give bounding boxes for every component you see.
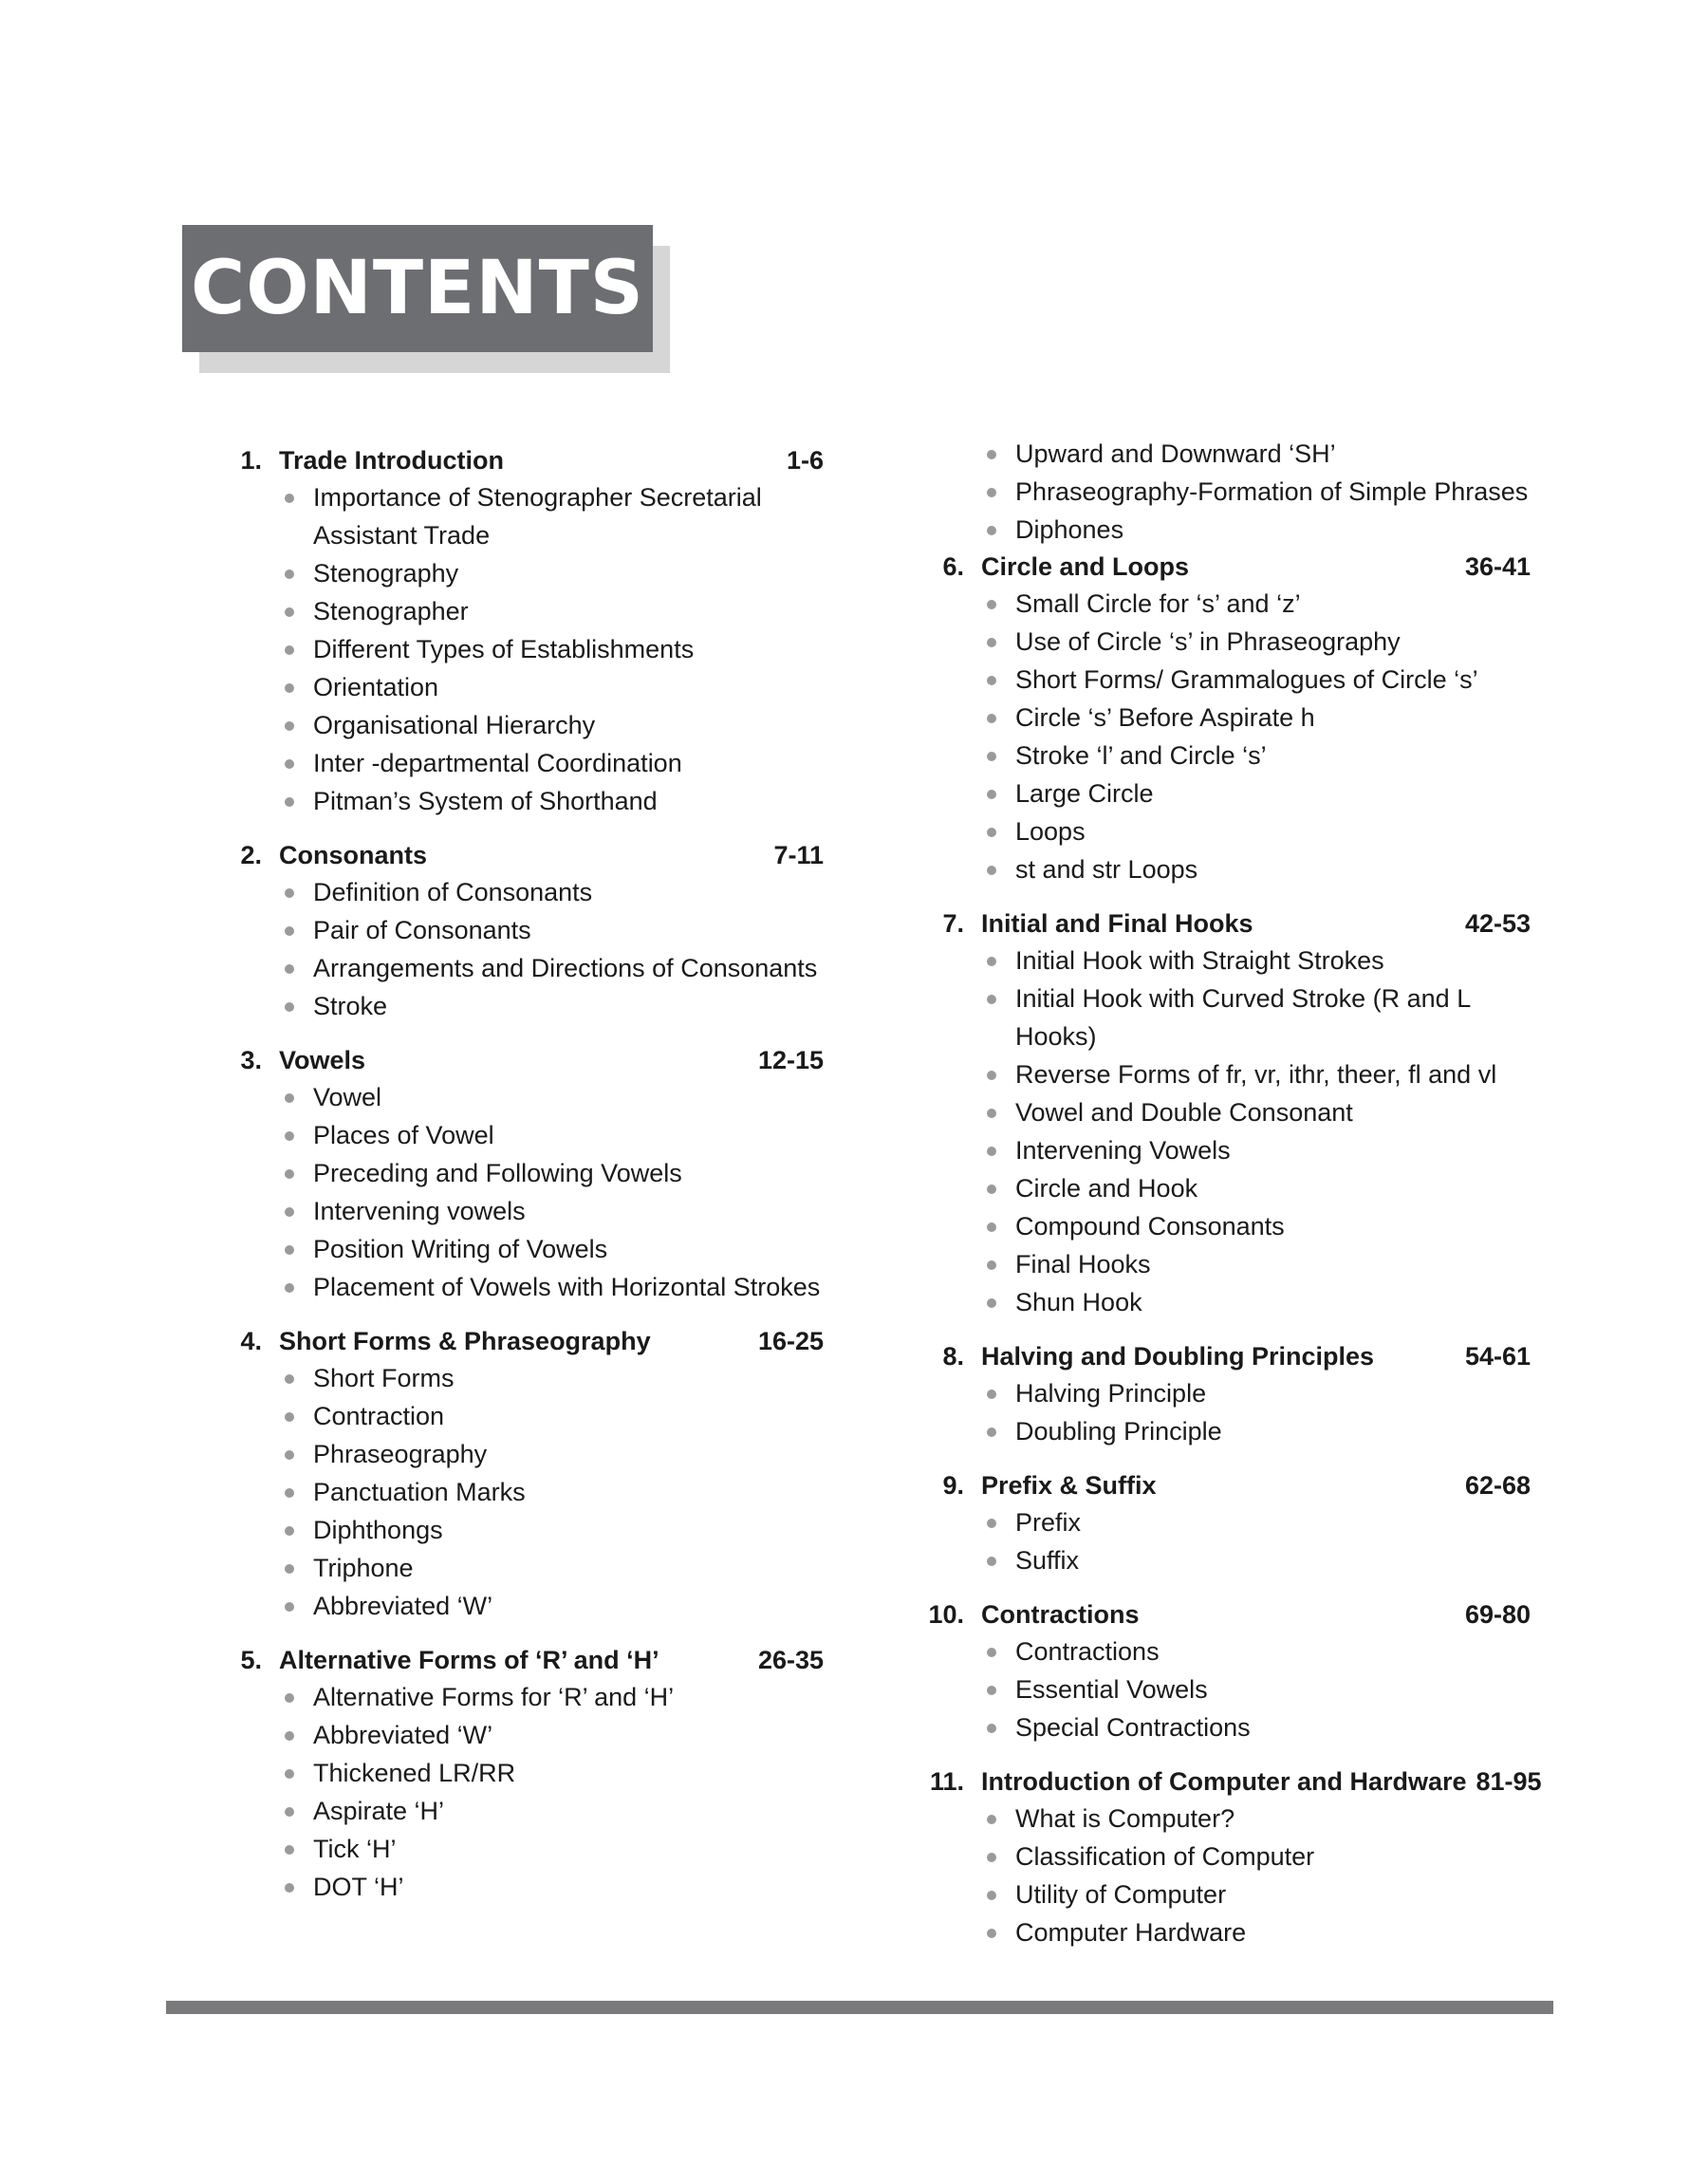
section-title: Alternative Forms of ‘R’ and ‘H’	[279, 1646, 659, 1674]
section-heading	[919, 549, 1531, 585]
section-number: 5.	[240, 1646, 262, 1674]
toc-item	[283, 592, 824, 630]
toc-item	[985, 850, 1531, 888]
toc-item-label: Intervening Vowels	[1015, 1136, 1231, 1165]
toc-item-label: Vowel	[313, 1083, 382, 1111]
section-items-list	[919, 1374, 1531, 1450]
toc-item	[283, 987, 824, 1025]
toc-item	[283, 911, 824, 949]
toc-section	[919, 1467, 1531, 1579]
toc-item	[985, 1838, 1531, 1875]
toc-item-label: Alternative Forms for ‘R’ and ‘H’	[313, 1683, 675, 1711]
toc-item-label: Diphones	[1015, 515, 1124, 544]
toc-item	[283, 873, 824, 911]
toc-item	[985, 699, 1531, 737]
toc-item-label: Aspirate ‘H’	[313, 1797, 445, 1825]
toc-item-label: Places of Vowel	[313, 1121, 494, 1149]
toc-item	[985, 1207, 1531, 1245]
toc-item-label: Intervening vowels	[313, 1197, 526, 1225]
section-page-range: 36-41	[1464, 552, 1531, 581]
section-number: 2.	[240, 841, 262, 869]
toc-item	[985, 623, 1531, 661]
bullet-icon	[285, 645, 294, 655]
section-number: 9.	[942, 1471, 964, 1500]
section-page-range: 1-6	[786, 446, 824, 475]
toc-item	[985, 1670, 1531, 1708]
bullet-icon	[285, 1207, 294, 1217]
toc-item	[283, 554, 824, 592]
toc-section	[216, 1323, 824, 1625]
section-heading	[919, 1338, 1531, 1374]
toc-item-label: Classification of Computer	[1015, 1842, 1315, 1871]
bullet-icon	[987, 1427, 996, 1437]
toc-item-label: Circle ‘s’ Before Aspirate h	[1015, 703, 1315, 732]
toc-item	[283, 668, 824, 706]
section-items-list	[919, 942, 1531, 1321]
section-page-range: 12-15	[757, 1046, 824, 1074]
toc-item	[283, 706, 824, 744]
section-title: Consonants	[279, 841, 428, 869]
toc-item	[283, 1868, 824, 1906]
continued-items-list	[919, 435, 1531, 549]
toc-item	[985, 1055, 1531, 1093]
toc-item-label: Orientation	[313, 673, 439, 701]
bullet-icon	[285, 569, 294, 579]
toc-item-label: Placement of Vowels with Horizontal Strokes	[313, 1273, 821, 1301]
bullet-icon	[987, 957, 996, 966]
section-number: 7.	[942, 909, 964, 938]
toc-item	[283, 782, 824, 820]
toc-item	[985, 1245, 1531, 1283]
toc-item-label: Initial Hook with Straight Strokes	[1015, 946, 1384, 975]
section-heading	[216, 837, 824, 873]
bullet-icon	[987, 1185, 996, 1194]
bullet-icon	[987, 488, 996, 497]
toc-item	[283, 1792, 824, 1830]
toc-right-column	[919, 435, 1542, 1968]
toc-item-label: Organisational Hierarchy	[313, 711, 596, 739]
bullet-icon	[285, 1283, 294, 1293]
toc-item	[985, 1131, 1531, 1169]
toc-right-sections	[919, 549, 1542, 1951]
toc-item-label: Definition of Consonants	[313, 878, 593, 906]
section-items-list	[919, 585, 1531, 888]
toc-item-label: Pitman’s System of Shorthand	[313, 787, 658, 815]
toc-item-label: Position Writing of Vowels	[313, 1235, 608, 1263]
toc-item-label: st and str Loops	[1015, 855, 1198, 884]
toc-item-label: Final Hooks	[1015, 1250, 1151, 1278]
toc-section	[919, 1763, 1542, 1951]
toc-item	[283, 1397, 824, 1435]
bullet-icon	[987, 1109, 996, 1118]
toc-item-label: Phraseography	[313, 1440, 488, 1468]
toc-item	[283, 478, 824, 554]
bullet-icon	[285, 1693, 294, 1703]
toc-item	[985, 473, 1531, 511]
toc-item-label: Compound Consonants	[1015, 1212, 1285, 1241]
toc-item-label: Tick ‘H’	[313, 1835, 397, 1863]
toc-item-label: Abbreviated ‘W’	[313, 1592, 493, 1620]
bullet-icon	[285, 1845, 294, 1855]
section-heading	[216, 1323, 824, 1359]
bullet-icon	[987, 1929, 996, 1938]
toc-section	[216, 1042, 824, 1306]
toc-item	[985, 661, 1531, 699]
toc-item	[985, 812, 1531, 850]
section-heading	[216, 442, 824, 478]
bullet-icon	[987, 1298, 996, 1308]
bullet-icon	[285, 1526, 294, 1536]
bullet-icon	[987, 714, 996, 723]
toc-section	[919, 549, 1531, 888]
toc-item	[985, 1633, 1531, 1670]
toc-item	[985, 1283, 1531, 1321]
toc-item-label: Different Types of Establishments	[313, 635, 695, 663]
toc-item	[985, 1708, 1531, 1746]
toc-item-label: Essential Vowels	[1015, 1675, 1208, 1704]
toc-item	[283, 1754, 824, 1792]
section-title: Initial and Final Hooks	[981, 909, 1253, 938]
toc-item	[985, 511, 1531, 549]
bullet-icon	[285, 1488, 294, 1498]
toc-item	[283, 1587, 824, 1625]
section-number: 4.	[240, 1327, 262, 1355]
bullet-icon	[285, 1564, 294, 1574]
toc-item-label: Phraseography-Formation of Simple Phrases	[1015, 477, 1529, 506]
toc-item-label: Panctuation Marks	[313, 1478, 526, 1506]
section-items-list	[216, 1359, 824, 1625]
section-items-list	[216, 873, 824, 1025]
toc-item-label: Contraction	[313, 1402, 445, 1430]
toc-item-label: Upward and Downward ‘SH’	[1015, 439, 1336, 468]
toc-section	[919, 1338, 1531, 1450]
toc-item-label: Stenography	[313, 559, 459, 588]
toc-section	[216, 442, 824, 820]
toc-item	[985, 942, 1531, 980]
toc-item	[985, 1800, 1531, 1838]
bullet-icon	[285, 1131, 294, 1141]
bullet-icon	[285, 721, 294, 731]
bullet-icon	[285, 1602, 294, 1612]
bullet-icon	[285, 1169, 294, 1179]
bullet-icon	[285, 1093, 294, 1103]
toc-item	[283, 949, 824, 987]
toc-item	[985, 1541, 1531, 1579]
toc-item	[283, 1154, 824, 1192]
toc-section	[919, 1596, 1531, 1746]
section-heading	[919, 1763, 1542, 1800]
bullet-icon	[987, 790, 996, 799]
toc-item-label: Doubling Principle	[1015, 1417, 1222, 1446]
toc-item-label: Inter -departmental Coordination	[313, 749, 682, 777]
bullet-icon	[285, 1374, 294, 1384]
toc-item-label: Abbreviated ‘W’	[313, 1721, 493, 1749]
bullet-icon	[987, 676, 996, 685]
section-title: Circle and Loops	[981, 552, 1190, 581]
toc-item-label: Halving Principle	[1015, 1379, 1207, 1408]
section-page-range: 16-25	[757, 1327, 824, 1355]
toc-item	[985, 1913, 1531, 1951]
toc-item-label: Large Circle	[1015, 779, 1154, 808]
section-items-list	[919, 1800, 1531, 1951]
toc-item-label: DOT ‘H’	[313, 1873, 404, 1901]
section-number: 1.	[240, 446, 262, 475]
section-title: Introduction of Computer and Hardware	[981, 1767, 1467, 1796]
toc-item-label: Stenographer	[313, 597, 469, 625]
toc-item	[985, 774, 1531, 812]
toc-item	[283, 1230, 824, 1268]
section-title: Short Forms & Phraseography	[279, 1327, 651, 1355]
section-heading	[216, 1042, 824, 1078]
toc-item	[985, 1169, 1531, 1207]
bullet-icon	[285, 607, 294, 617]
section-heading	[919, 1467, 1531, 1503]
toc-section	[919, 905, 1531, 1321]
section-title: Trade Introduction	[279, 446, 505, 475]
bullet-icon	[987, 638, 996, 647]
toc-item-label: Prefix	[1015, 1508, 1082, 1537]
section-number: 3.	[240, 1046, 262, 1074]
section-title: Prefix & Suffix	[981, 1471, 1157, 1500]
bullet-icon	[987, 1557, 996, 1566]
bullet-icon	[987, 1891, 996, 1900]
section-items-list	[216, 1678, 824, 1906]
section-page-range: 62-68	[1464, 1471, 1531, 1500]
bullet-icon	[285, 964, 294, 974]
section-items-list	[216, 1078, 824, 1306]
toc-item	[283, 630, 824, 668]
bullet-icon	[987, 450, 996, 459]
bullet-icon	[987, 1519, 996, 1528]
section-page-range: 54-61	[1464, 1342, 1531, 1371]
toc-item-label: Initial Hook with Curved Stroke (R and L Hooks)	[1015, 984, 1471, 1051]
toc-item-label: Diphthongs	[313, 1516, 443, 1544]
bullet-icon	[285, 759, 294, 769]
section-number: 8.	[942, 1342, 964, 1371]
bullet-icon	[987, 1260, 996, 1270]
section-items-list	[919, 1633, 1531, 1746]
bullet-icon	[987, 1724, 996, 1733]
toc-item	[283, 1078, 824, 1116]
contents-heading-block	[182, 225, 653, 352]
toc-item-label: Triphone	[313, 1554, 414, 1582]
toc-item-label: Stroke	[313, 992, 388, 1020]
section-number: 11.	[929, 1767, 964, 1796]
toc-item	[985, 1503, 1531, 1541]
toc-item	[985, 585, 1531, 623]
bullet-icon	[285, 1450, 294, 1460]
page-title: CONTENTS	[191, 246, 644, 331]
section-title: Halving and Doubling Principles	[981, 1342, 1375, 1371]
toc-item-label: Thickened LR/RR	[313, 1759, 516, 1787]
bullet-icon	[285, 926, 294, 936]
section-heading	[919, 1596, 1531, 1633]
toc-item	[283, 1359, 824, 1397]
toc-item	[985, 1875, 1531, 1913]
toc-item	[283, 1435, 824, 1473]
bullet-icon	[285, 797, 294, 807]
bullet-icon	[285, 1731, 294, 1741]
section-number: 6.	[942, 552, 964, 581]
toc-item-label: Use of Circle ‘s’ in Phraseography	[1015, 627, 1401, 656]
bullet-icon	[987, 1815, 996, 1824]
toc-item	[283, 1678, 824, 1716]
section-heading	[919, 905, 1531, 942]
toc-item-label: Vowel and Double Consonant	[1015, 1098, 1353, 1127]
section-heading	[216, 1642, 824, 1678]
toc-item	[283, 1549, 824, 1587]
toc-item	[283, 1268, 824, 1306]
section-items-list	[919, 1503, 1531, 1579]
toc-item-label: Suffix	[1015, 1546, 1080, 1575]
toc-item-label: Importance of Stenographer Secretarial Assistant Trade	[313, 483, 762, 550]
toc-item	[283, 1116, 824, 1154]
bullet-icon	[987, 866, 996, 875]
bullet-icon	[285, 1002, 294, 1012]
section-page-range: 7-11	[773, 841, 824, 869]
toc-item-label: Utility of Computer	[1015, 1880, 1227, 1909]
bullet-icon	[285, 1807, 294, 1817]
toc-left-column	[216, 442, 824, 1923]
toc-item-label: Short Forms/ Grammalogues of Circle ‘s’	[1015, 665, 1478, 694]
toc-item	[283, 1716, 824, 1754]
bullet-icon	[987, 1071, 996, 1080]
toc-item	[985, 737, 1531, 774]
toc-item-label: Circle and Hook	[1015, 1174, 1198, 1203]
toc-item	[283, 1192, 824, 1230]
bullet-icon	[285, 494, 294, 503]
bullet-icon	[987, 1390, 996, 1399]
section-title: Contractions	[981, 1600, 1140, 1629]
section-page-range: 42-53	[1464, 909, 1531, 938]
toc-section	[216, 837, 824, 1025]
bullet-icon	[285, 888, 294, 898]
bullet-icon	[987, 1686, 996, 1695]
bullet-icon	[285, 1883, 294, 1893]
bullet-icon	[987, 995, 996, 1004]
toc-item-label: Arrangements and Directions of Consonants	[313, 954, 818, 982]
toc-item-label: What is Computer?	[1015, 1804, 1235, 1833]
bullet-icon	[987, 1853, 996, 1862]
toc-item-label: Reverse Forms of fr, vr, ithr, theer, fl and vl	[1015, 1060, 1497, 1089]
toc-item-label: Loops	[1015, 817, 1086, 846]
bullet-icon	[285, 1245, 294, 1255]
toc-item	[985, 1093, 1531, 1131]
toc-item	[985, 1374, 1531, 1412]
section-items-list	[216, 478, 824, 820]
toc-item-label: Small Circle for ‘s’ and ‘z’	[1015, 589, 1301, 618]
toc-item-label: Preceding and Following Vowels	[313, 1159, 682, 1187]
toc-item-label: Contractions	[1015, 1637, 1160, 1666]
toc-item-label: Pair of Consonants	[313, 916, 531, 944]
bullet-icon	[987, 526, 996, 535]
section-number: 10.	[928, 1600, 964, 1629]
toc-item-label: Shun Hook	[1015, 1288, 1142, 1316]
toc-item-label: Special Contractions	[1015, 1713, 1251, 1742]
bullet-icon	[285, 1769, 294, 1779]
bullet-icon	[987, 752, 996, 761]
toc-item	[283, 1473, 824, 1511]
bullet-icon	[987, 1648, 996, 1657]
bullet-icon	[987, 1147, 996, 1156]
section-page-range: 69-80	[1464, 1600, 1531, 1629]
heading-box	[182, 225, 653, 352]
section-page-range: 81-95	[1476, 1767, 1542, 1796]
bullet-icon	[285, 1412, 294, 1422]
toc-item	[985, 980, 1531, 1055]
bullet-icon	[987, 828, 996, 837]
toc-section	[216, 1642, 824, 1906]
bottom-rule	[166, 2001, 1553, 2014]
toc-item	[283, 744, 824, 782]
section-page-range: 26-35	[757, 1646, 824, 1674]
toc-item	[985, 435, 1531, 473]
bullet-icon	[987, 1222, 996, 1232]
toc-item-label: Computer Hardware	[1015, 1918, 1247, 1947]
toc-item-label: Stroke ‘l’ and Circle ‘s’	[1015, 741, 1267, 770]
toc-item	[985, 1412, 1531, 1450]
toc-item	[283, 1511, 824, 1549]
toc-item-label: Short Forms	[313, 1364, 455, 1392]
bullet-icon	[285, 683, 294, 693]
bullet-icon	[987, 600, 996, 609]
toc-item	[283, 1830, 824, 1868]
section-title: Vowels	[279, 1046, 366, 1074]
